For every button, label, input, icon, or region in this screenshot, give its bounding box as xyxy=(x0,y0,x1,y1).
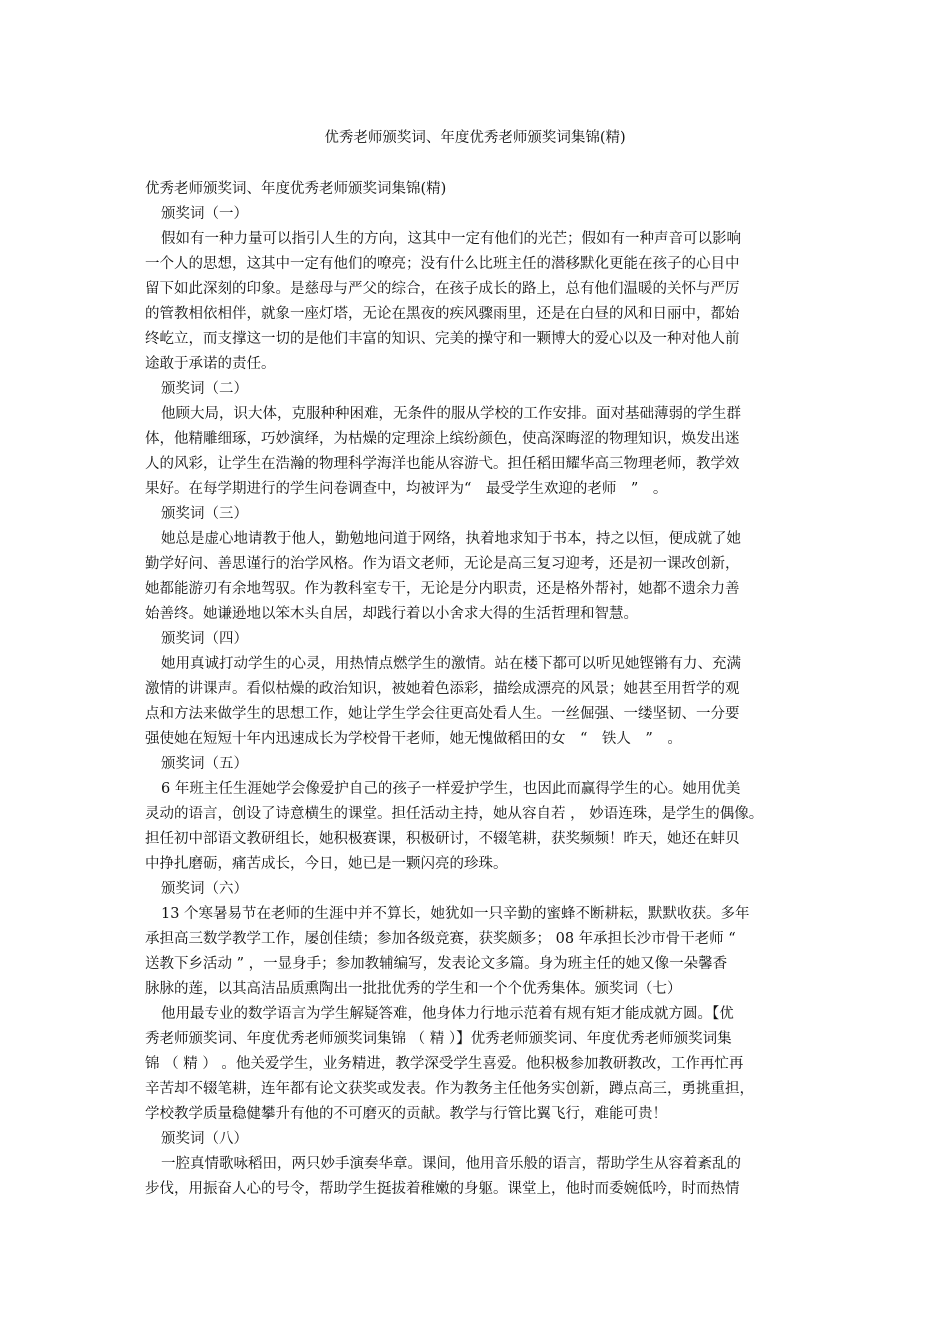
section-heading: 颁奖词（二） xyxy=(161,381,248,397)
text-line: 承担高三数学教学工作，屡创佳绩；参加各级竞赛，获奖颇多； 08 年承担长沙市骨干老师 “ xyxy=(145,931,736,947)
document-body xyxy=(145,177,810,1202)
text-line: 脉脉的莲，以其高洁品质熏陶出一批批优秀的学生和一个个优秀集体。颁奖词（七） xyxy=(145,981,682,997)
page-title: 优秀老师颁奖词、年度优秀老师颁奖词集锦(精) xyxy=(324,130,626,146)
text-line: 6 年班主任生涯她学会像爱护自己的孩子一样爱护学生，也因此而赢得学生的心。她用优美 xyxy=(161,781,741,797)
section-heading: 颁奖词（六） xyxy=(161,881,248,897)
text-line: 一个人的思想，这其中一定有他们的嘹亮；没有什么比班主任的潜移默化更能在孩子的心目中 xyxy=(145,256,740,272)
text-line: 人的风彩，让学生在浩瀚的物理科学海洋也能从容游弋。担任稻田耀华高三物理老师，教学效 xyxy=(145,456,740,472)
text-line: 学校教学质量稳健攀升有他的不可磨灭的贡献。教学与行管比翼飞行，难能可贵！ xyxy=(145,1106,667,1122)
text-line: 她总是虚心地请教于他人，勤勉地问道于网络，执着地求知于书本，持之以恒，便成就了她 xyxy=(161,531,741,547)
text-line: 她都能游刃有余地驾驭。作为教科室专干，无论是分内职责，还是格外帮衬，她都不遗余力善 xyxy=(145,581,740,597)
text-line: 担任初中部语文教研组长，她积极赛课，积极研讨，不辍笔耕，获奖频频！昨天，她还在蚌贝 xyxy=(145,831,740,847)
text-line: 假如有一种力量可以指引人生的方向，这其中一定有他们的光芒；假如有一种声音可以影响 xyxy=(161,231,741,247)
text-line: 一腔真情歌咏稻田，两只妙手演奏华章。课间，他用音乐般的语言，帮助学生从容着紊乱的 xyxy=(161,1156,741,1172)
text-line: 途敢于承诺的责任。 xyxy=(145,356,276,372)
section-heading: 颁奖词（五） xyxy=(161,756,248,772)
text-line: 的管教相依相伴，就象一座灯塔，无论在黑夜的疾风骤雨里，还是在白昼的风和日丽中，都始 xyxy=(145,306,740,322)
text-line: 步伐，用振奋人心的号令，帮助学生挺拔着稚嫩的身躯。课堂上，他时而委婉低吟，时而热情 xyxy=(145,1181,740,1197)
text-line: 果好。在每学期进行的学生问卷调查中，均被评为“ 最受学生欢迎的老师 ” 。 xyxy=(145,481,668,497)
text-line: 始善终。她谦逊地以笨木头自居，却践行着以小舍求大得的生活哲理和智慧。 xyxy=(145,606,638,622)
text-line: 锦 （ 精 ） 。他关爱学生，业务精进，教学深受学生喜爱。他积极参加教研教改，工作再忙再 xyxy=(145,1056,744,1072)
section-heading: 颁奖词（四） xyxy=(161,631,248,647)
text-line: 她用真诚打动学生的心灵，用热情点燃学生的激情。站在楼下都可以听见她铿锵有力、充满 xyxy=(161,656,741,672)
text-line: 13 个寒暑易节在老师的生涯中并不算长，她犹如一只辛勤的蜜蜂不断耕耘，默默收获。多年 xyxy=(161,906,750,922)
section-heading: 颁奖词（三） xyxy=(161,506,248,522)
text-line: 中挣扎磨砺，痛苦成长，今日，她已是一颗闪亮的珍珠。 xyxy=(145,856,508,872)
text-line: 灵动的语言，创设了诗意横生的课堂。担任活动主持，她从容自若 ， 妙语连珠，是学生的偶像。 xyxy=(145,806,764,822)
text-line: 点和方法来做学生的思想工作，她让学生学会往更高处看人生。一丝倔强、一缕坚韧、一分要 xyxy=(145,706,740,722)
text-line: 送教下乡活动 ” ，一显身手；参加教辅编写，发表论文多篇。身为班主任的她又像一朵馨香 xyxy=(145,956,728,972)
text-line: 强使她在短短十年内迅速成长为学校骨干老师，她无愧做稻田的女 “ 铁人 ” 。 xyxy=(145,731,682,747)
text-line: 留下如此深刻的印象。是慈母与严父的综合，在孩子成长的路上，总有他们温暖的关怀与严厉 xyxy=(145,281,740,297)
text-line: 终屹立，而支撑这一切的是他们丰富的知识、完美的操守和一颗博大的爱心以及一种对他人前 xyxy=(145,331,740,347)
text-line: 体，他精雕细琢，巧妙演绎，为枯燥的定理涂上缤纷颜色，使高深晦涩的物理知识，焕发出迷 xyxy=(145,431,740,447)
text-line: 辛苦却不辍笔耕，连年都有论文获奖或发表。作为教务主任他务实创新，蹲点高三，勇挑重担， xyxy=(145,1081,754,1097)
text-line: 他用最专业的数学语言为学生解疑答难，他身体力行地示范着有规有矩才能成就方圆。【优 xyxy=(161,1006,734,1022)
text-line: 秀老师颁奖词、年度优秀老师颁奖词集锦 （ 精 ）】优秀老师颁奖词、年度优秀老师颁奖词集 xyxy=(145,1031,732,1047)
text-line: 激情的讲课声。看似枯燥的政治知识，被她着色添彩，描绘成漂亮的风景；她甚至用哲学的观 xyxy=(145,681,740,697)
section-heading: 颁奖词（八） xyxy=(161,1131,248,1147)
text-line: 勤学好问、善思谨行的治学风格。作为语文老师，无论是高三复习迎考，还是初一课改创新， xyxy=(145,556,740,572)
text-line: 他顾大局，识大体，克服种种困难，无条件的服从学校的工作安排。面对基础薄弱的学生群 xyxy=(161,406,741,422)
section-heading: 颁奖词（一） xyxy=(161,206,248,222)
text-line: 优秀老师颁奖词、年度优秀老师颁奖词集锦(精) xyxy=(145,181,447,197)
